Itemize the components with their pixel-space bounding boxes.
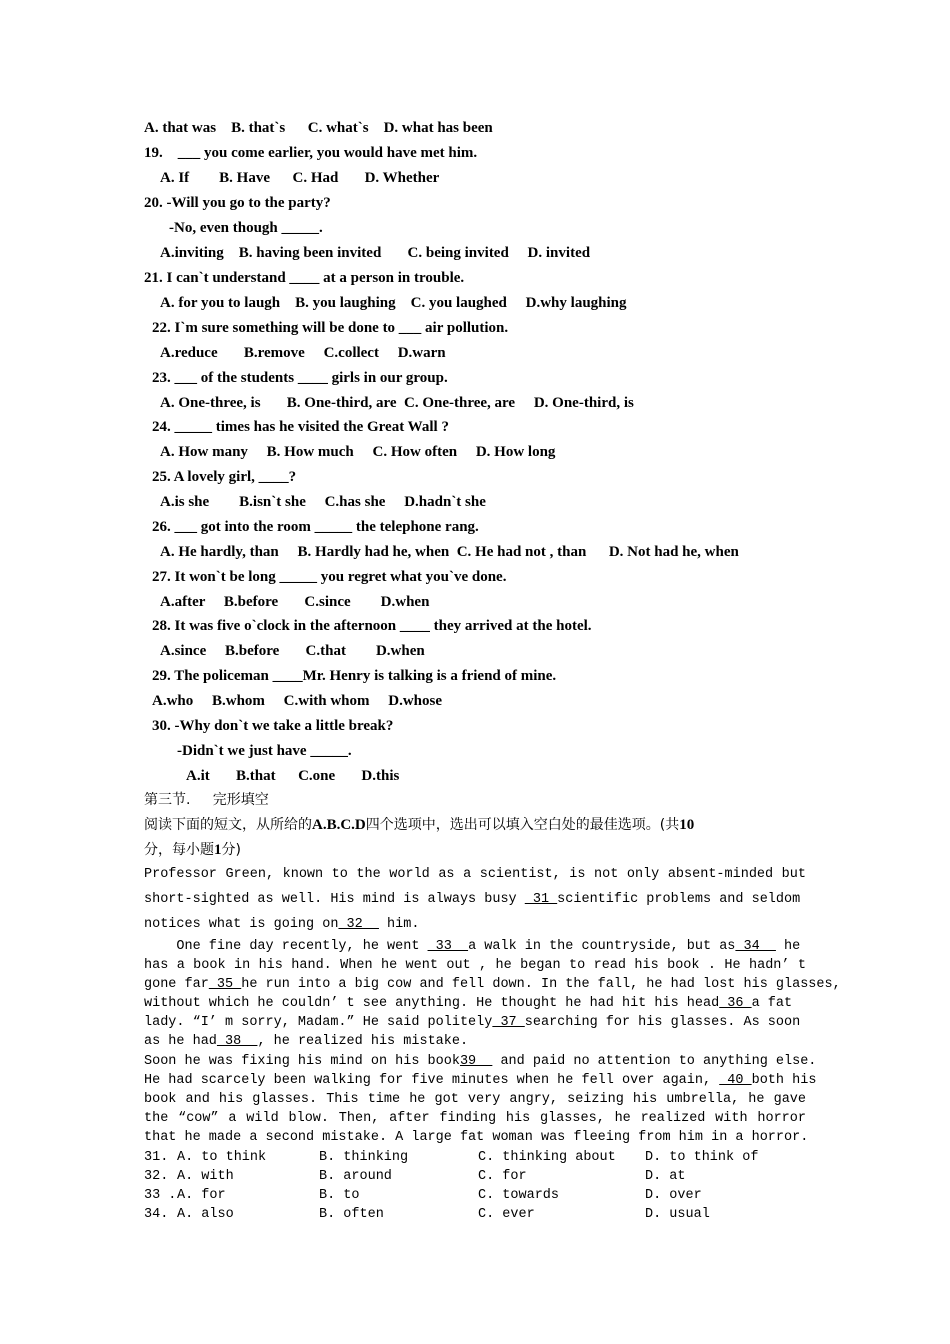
passage-line: the “cow” a wild blow. Then, after finding his glasses, he realized with horror xyxy=(144,1111,806,1126)
option-d[interactable]: D. over xyxy=(645,1188,702,1203)
q18-options: A. that was B. that`s C. what`s D. what has been xyxy=(144,120,493,136)
option-c[interactable]: C. thinking about xyxy=(478,1150,616,1165)
q21-stem: 21. I can`t understand ____ at a person in trouble. xyxy=(144,270,465,286)
option-c[interactable]: C. for xyxy=(478,1169,527,1184)
q22-options: A.reduce B.remove C.collect D.warn xyxy=(160,345,446,361)
q20-stem: 20. -Will you go to the party? xyxy=(144,195,331,211)
q25-stem: 25. A lovely girl, ____? xyxy=(152,469,297,485)
q23-options: A. One-three, is B. One-third, are C. One-three, are D. One-third, is xyxy=(160,395,634,411)
q28-options: A.since B.before C.that D.when xyxy=(160,643,425,659)
q30-stem: 30. -Why don`t we take a little break? xyxy=(152,718,394,734)
option-a[interactable]: A. with xyxy=(177,1169,234,1184)
option-a[interactable]: A. for xyxy=(177,1188,226,1203)
q19-options: A. If B. Have C. Had D. Whether xyxy=(160,170,440,186)
blank-36[interactable]: 36 xyxy=(719,996,752,1011)
q22-stem: 22. I`m sure something will be done to ___ air pollution. xyxy=(152,320,509,336)
passage-line: One fine day recently, he went 33 a walk in the countryside, but as 34 he xyxy=(144,939,801,954)
blank-31[interactable]: 31 xyxy=(524,892,558,907)
q20-options: A.inviting B. having been invited C. being invited D. invited xyxy=(160,245,591,261)
q24-stem: 24. _____ times has he visited the Great Wall ? xyxy=(152,419,449,435)
passage-line: Professor Green, known to the world as a scientist, is not only absent-minded but xyxy=(144,867,806,882)
passage-line: as he had 38 , he realized his mistake. xyxy=(144,1034,469,1049)
passage-line: that he made a second mistake. A large fat woman was fleeing from him in a horror. xyxy=(144,1130,809,1145)
passage-line: He had scarcely been walking for five minutes when he fell over again, 40 both his xyxy=(144,1073,817,1088)
q26-stem: 26. ___ got into the room _____ the telephone rang. xyxy=(152,519,479,535)
q19-stem: 19. ___ you come earlier, you would have met him. xyxy=(144,145,478,161)
section-instruction-cont: 分，每小题1分) xyxy=(144,842,241,858)
q21-options: A. for you to laugh B. you laughing C. you laughed D.why laughing xyxy=(160,295,627,311)
q30-options: A.it B.that C.one D.this xyxy=(186,768,400,784)
option-a[interactable]: A. to think xyxy=(177,1150,267,1165)
q29-stem: 29. The policeman ____Mr. Henry is talking is a friend of mine. xyxy=(152,668,557,684)
q23-stem: 23. ___ of the students ____ girls in our group. xyxy=(152,370,448,386)
option-b[interactable]: B. thinking xyxy=(319,1150,409,1165)
q25-options: A.is she B.isn`t she C.has she D.hadn`t she xyxy=(160,494,486,510)
section-title: 第三节. 完形填空 xyxy=(144,792,269,808)
option-a[interactable]: A. also xyxy=(177,1207,234,1222)
option-d[interactable]: D. to think of xyxy=(645,1150,759,1165)
q26-options: A. He hardly, than B. Hardly had he, when C. He had not , than D. Not had he, when xyxy=(160,544,739,560)
option-number: 33 . xyxy=(144,1188,177,1203)
q20-stem-reply: -No, even though _____. xyxy=(169,220,323,236)
passage-line: Soon he was fixing his mind on his book39 and paid no attention to anything else. xyxy=(144,1054,817,1069)
q24-options: A. How many B. How much C. How often D. How long xyxy=(160,444,556,460)
passage-line: notices what is going on 32 him. xyxy=(144,917,420,932)
option-c[interactable]: C. towards xyxy=(478,1188,560,1203)
option-number: 31. xyxy=(144,1150,169,1165)
passage-line: gone far 35 he run into a big cow and fell down. In the fall, he had lost his glasses, xyxy=(144,977,841,992)
q28-stem: 28. It was five o`clock in the afternoon ____ they arrived at the hotel. xyxy=(152,618,592,634)
passage-line: lady. “I’ m sorry, Madam.” He said politely 37 searching for his glasses. As soon xyxy=(144,1015,801,1030)
blank-40[interactable]: 40 xyxy=(719,1073,752,1088)
option-c[interactable]: C. ever xyxy=(478,1207,535,1222)
blank-39[interactable]: 39 xyxy=(459,1054,493,1069)
blank-38[interactable]: 38 xyxy=(216,1034,258,1049)
passage-line: book and his glasses. This time he got very angry, seizing his umbrella, he gave xyxy=(144,1092,806,1107)
blank-37[interactable]: 37 xyxy=(492,1015,525,1030)
blank-33[interactable]: 33 xyxy=(427,939,469,954)
section-instruction: 阅读下面的短文，从所给的A.B.C.D四个选项中，选出可以填入空白处的最佳选项。(共10 xyxy=(144,817,695,833)
option-d[interactable]: D. at xyxy=(645,1169,686,1184)
option-number: 32. xyxy=(144,1169,169,1184)
option-number: 34. xyxy=(144,1207,169,1222)
q30-stem-reply: -Didn`t we just have _____. xyxy=(177,743,352,759)
option-b[interactable]: B. around xyxy=(319,1169,392,1184)
option-b[interactable]: B. to xyxy=(319,1188,360,1203)
blank-32[interactable]: 32 xyxy=(338,917,379,932)
passage-line: has a book in his hand. When he went out , he began to read his book . He hadn’ t xyxy=(144,958,806,973)
option-d[interactable]: D. usual xyxy=(645,1207,710,1222)
q27-stem: 27. It won`t be long _____ you regret what you`ve done. xyxy=(152,569,507,585)
q27-options: A.after B.before C.since D.when xyxy=(160,594,430,610)
q29-options: A.who B.whom C.with whom D.whose xyxy=(152,693,443,709)
blank-34[interactable]: 34 xyxy=(735,939,776,954)
passage-line: short-sighted as well. His mind is always busy 31 scientific problems and seldom xyxy=(144,892,801,907)
blank-35[interactable]: 35 xyxy=(208,977,242,992)
option-b[interactable]: B. often xyxy=(319,1207,384,1222)
passage-line: without which he couldn’ t see anything. He thought he had hit his head 36 a fat xyxy=(144,996,793,1011)
